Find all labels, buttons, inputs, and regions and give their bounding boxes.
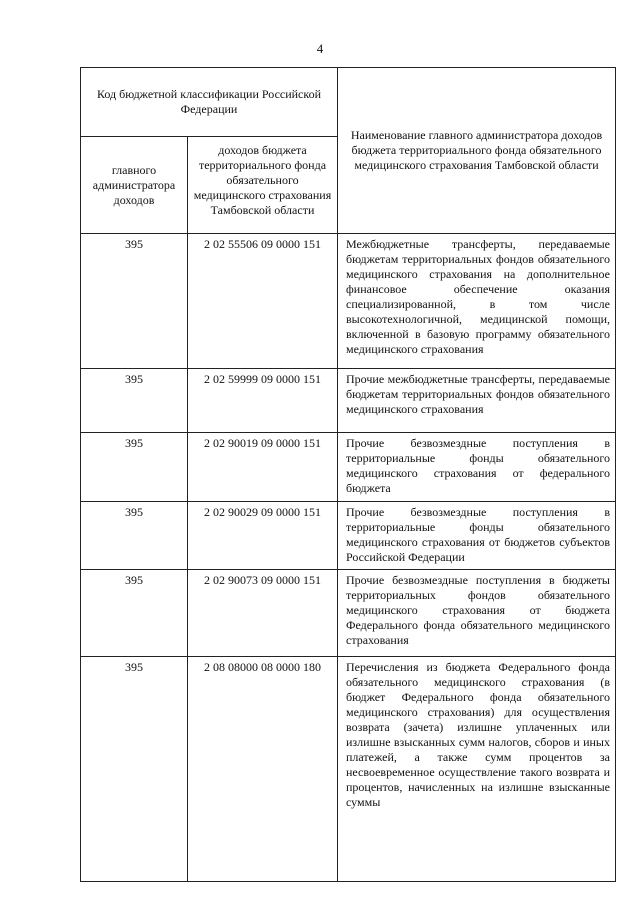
income-name-cell bbox=[338, 657, 616, 882]
page-number: 4 bbox=[316, 41, 324, 56]
income-name-text: Прочие безвозмездные поступления в территориальные фонды обязательного медицинского страхования от бюджетов субъектов Российской Федерации bbox=[346, 505, 610, 564]
table-row bbox=[81, 234, 616, 369]
header-code-group: Код бюджетной классификации Российской Федерации bbox=[81, 68, 338, 137]
budget-code-cell: 2 02 55506 09 0000 151 bbox=[188, 234, 338, 369]
table-row bbox=[81, 369, 616, 433]
income-name-cell bbox=[338, 570, 616, 657]
income-name-cell bbox=[338, 369, 616, 433]
income-name-text: Прочие безвозмездные поступления в территориальные фонды обязательного медицинского страхования от федерального бюджета bbox=[346, 436, 610, 495]
income-name-cell bbox=[338, 234, 616, 369]
admin-code-cell: 395 bbox=[81, 657, 188, 882]
income-name-text: Прочие межбюджетные трансферты, передаваемые бюджетам территориальных фондов обязательного медицинского страхования bbox=[346, 372, 610, 416]
admin-code-cell: 395 bbox=[81, 502, 188, 570]
header-name-column: Наименование главного администратора доходов бюджета территориального фонда обязательного медицинского страхования Тамбовской области bbox=[338, 68, 616, 234]
admin-code-cell: 395 bbox=[81, 570, 188, 657]
income-name-cell bbox=[338, 502, 616, 570]
income-name-text: Прочие безвозмездные поступления в бюджеты территориальных фондов обязательного медицинского страхования от бюджета Федерального фонда обязательного медицинского страхования bbox=[346, 573, 610, 647]
header-row-top bbox=[81, 68, 616, 137]
budget-code-cell: 2 02 90019 09 0000 151 bbox=[188, 433, 338, 502]
admin-code-cell: 395 bbox=[81, 433, 188, 502]
header-income-column: доходов бюджета территориального фонда обязательного медицинского страхования Тамбовской области bbox=[188, 137, 338, 234]
budget-code-cell: 2 02 59999 09 0000 151 bbox=[188, 369, 338, 433]
income-name-text: Межбюджетные трансферты, передаваемые бюджетам территориальных фондов обязательного медицинского страхования на дополнительное финансовое обеспечение оказания специализированной, в том числе высокотехнологичной, медицинской помощи, включенной в базовую программу обязательного медицинского страхования bbox=[346, 237, 610, 356]
table-row bbox=[81, 433, 616, 502]
income-name-text: Перечисления из бюджета Федерального фонда обязательного медицинского страхования (в бюджет Федерального фонда обязательного медицинского страхования) для осуществления возврата (зачета) излишне уплаченных или излишне взысканных сумм налогов, сборов и иных платежей, а также сумм процентов за несвоевременное осуществление такого возврата и процентов, начисленных на излишне взысканные суммы bbox=[346, 660, 610, 809]
admin-code-cell: 395 bbox=[81, 369, 188, 433]
budget-code-cell: 2 02 90029 09 0000 151 bbox=[188, 502, 338, 570]
table-row bbox=[81, 570, 616, 657]
header-admin-column: главного администратора доходов bbox=[81, 137, 188, 234]
table-row bbox=[81, 502, 616, 570]
income-name-cell bbox=[338, 433, 616, 502]
budget-code-cell: 2 08 08000 08 0000 180 bbox=[188, 657, 338, 882]
table-row bbox=[81, 657, 616, 882]
admin-code-cell: 395 bbox=[81, 234, 188, 369]
budget-classification-table bbox=[80, 67, 616, 882]
budget-code-cell: 2 02 90073 09 0000 151 bbox=[188, 570, 338, 657]
